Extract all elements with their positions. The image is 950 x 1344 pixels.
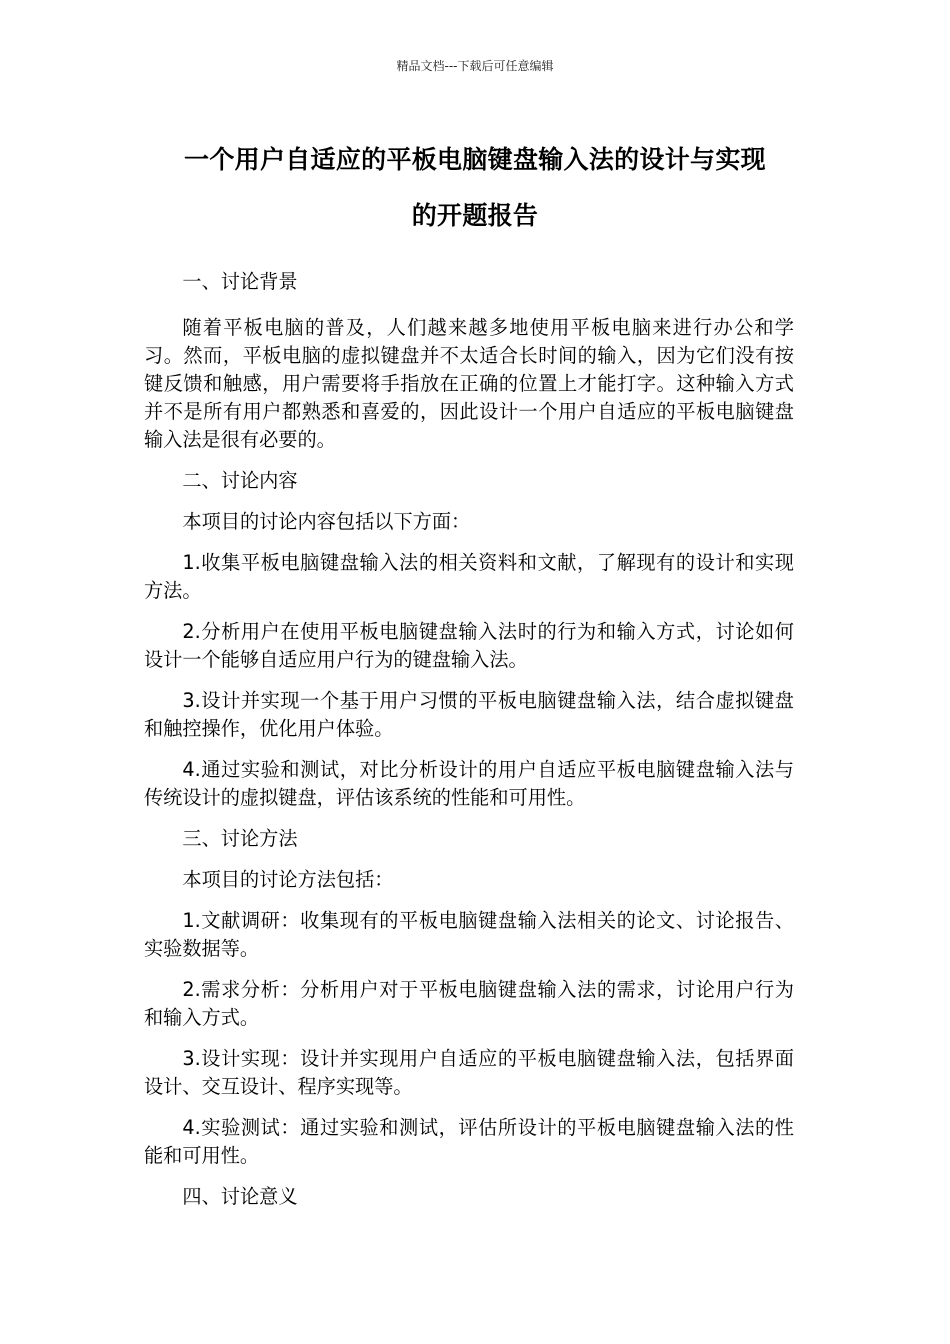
list-item-method-3: 3.设计实现：设计并实现用户自适应的平板电脑键盘输入法，包括界面设计、交互设计、程序实现等。 xyxy=(144,1047,794,1098)
list-item-content-4: 4.通过实验和测试，对比分析设计的用户自适应平板电脑键盘输入法与传统设计的虚拟键盘，评估该系统的性能和可用性。 xyxy=(144,758,794,809)
section-heading-method: 三、讨论方法 xyxy=(182,827,298,850)
paragraph-method-intro: 本项目的讨论方法包括： xyxy=(182,868,394,891)
list-item-method-4: 4.实验测试：通过实验和测试，评估所设计的平板电脑键盘输入法的性能和可用性。 xyxy=(144,1116,794,1167)
section-heading-content: 二、讨论内容 xyxy=(182,469,298,492)
list-item-content-2: 2.分析用户在使用平板电脑键盘输入法时的行为和输入方式，讨论如何设计一个能够自适应用户行为的键盘输入法。 xyxy=(144,620,794,671)
list-item-content-3: 3.设计并实现一个基于用户习惯的平板电脑键盘输入法，结合虚拟键盘和触控操作，优化用户体验。 xyxy=(144,689,794,740)
page-header: 精品文档---下载后可任意编辑 xyxy=(396,59,554,73)
title-line-1: 一个用户自适应的平板电脑键盘输入法的设计与实现 xyxy=(184,145,766,174)
body-content xyxy=(144,268,794,1224)
section-heading-significance: 四、讨论意义 xyxy=(182,1185,298,1208)
list-item-method-2: 2.需求分析：分析用户对于平板电脑键盘输入法的需求，讨论用户行为和输入方式。 xyxy=(144,978,794,1029)
list-item-content-1: 1.收集平板电脑键盘输入法的相关资料和文献，了解现有的设计和实现方法。 xyxy=(144,551,794,602)
paragraph-background: 随着平板电脑的普及，人们越来越多地使用平板电脑来进行办公和学习。然而，平板电脑的虚拟键盘并不太适合长时间的输入，因为它们没有按键反馈和触感，用户需要将手指放在正确的位置上才能打字。这种输入方式并不是所有用户都熟悉和喜爱的，因此设计一个用户自适应的平板电脑键盘输入法是很有必要的。 xyxy=(144,316,794,451)
paragraph-content-intro: 本项目的讨论内容包括以下方面： xyxy=(182,510,471,533)
section-heading-background: 一、讨论背景 xyxy=(182,270,298,293)
title-line-2: 的开题报告 xyxy=(411,201,539,230)
list-item-method-1: 1.文献调研：收集现有的平板电脑键盘输入法相关的论文、讨论报告、实验数据等。 xyxy=(144,909,794,960)
